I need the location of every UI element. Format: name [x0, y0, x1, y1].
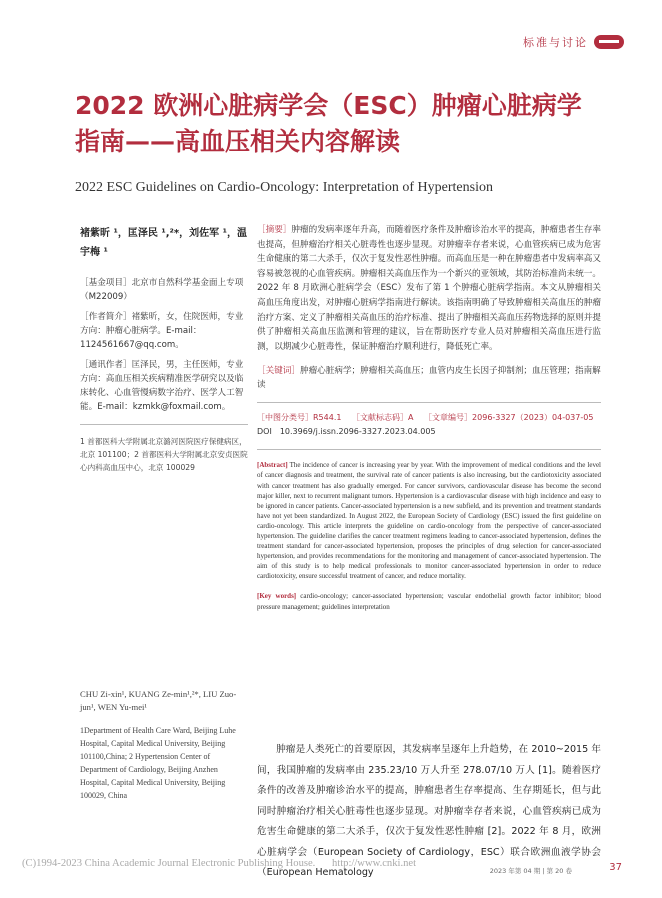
- affiliations-english: 1Department of Health Care Ward, Beijing Luhe Hospital, Capital Medical University, Beijing 101100,China; 2 Hypertension Center of Department of Cardiology, Beijing Anzhen Hospital, Capital Medical University, Beijing 100029, China: [80, 726, 236, 800]
- keywords-text: 肿瘤心脏病学；肿瘤相关高血压；血管内皮生长因子抑制剂；血压管理；指南解读: [257, 366, 601, 391]
- abstract-chinese: [257, 223, 601, 354]
- body-paragraph: 肿瘤是人类死亡的首要原因，其发病率呈逐年上升趋势，在 2010~2015 年间，我国肿瘤的发病率由 235.23/10 万人升至 278.07/10 万人 [1]。随着医疗条件的改善及肿瘤诊治水平的提高，肿瘤患者生存率提高、生存期延长，但与此同时肿瘤治疗相关心脏毒性也逐步显现。对肿瘤幸存者来说，心血管疾病已成为危害生命健康的第二大杀手，仅次于复发性恶性肿瘤 [2]。2022 年 8 月，欧洲心脏病学会（European Society of Cardiology，ESC）联合欧洲血液学协会（European Hematology: [257, 744, 601, 878]
- divider: [257, 402, 601, 403]
- abstract-column: [257, 223, 601, 612]
- corresponding-author-info: ［通讯作者］匡泽民，男，主任医师，专业方向：高血压相关疾病精准医学研究以及临床转化、心血管慢病数字治疗、医学人工智能。E-mail：kzmkk@foxmail.com。: [80, 360, 244, 412]
- page-number: 37: [609, 862, 622, 873]
- author-meta: [80, 276, 248, 414]
- journal-logo-icon: [594, 35, 624, 49]
- keywords-english: [257, 591, 601, 611]
- fund-info: ［基金项目］北京市自然科学基金面上专项（M22009）: [80, 278, 244, 302]
- affiliations-chinese: 1 首都医科大学附属北京潞河医院医疗保健病区，北京 101100；2 首都医科大学附属北京安贞医院心内科高血压中心，北京 100029: [80, 437, 248, 472]
- abstract-english: [257, 460, 601, 581]
- left-column: [80, 224, 248, 474]
- left-column-english: [80, 688, 248, 802]
- document-code: ［文献标志码］A: [352, 413, 414, 423]
- keywords-chinese: [257, 364, 601, 392]
- abstract-en-label: [Abstract]: [257, 461, 288, 470]
- title-english: 2022 ESC Guidelines on Cardio-Oncology: Interpretation of Hypertension: [75, 180, 493, 195]
- issue-info: 2023 年第 04 期 | 第 20 卷: [489, 867, 572, 875]
- keywords-label: ［关键词］: [257, 366, 300, 377]
- authors-chinese: 褚紫昕 ¹，匡泽民 ¹,²*，刘佐军 ¹，温宇梅 ¹: [80, 228, 247, 258]
- authors-english: CHU Zi-xin¹, KUANG Ze-min¹,²*, LIU Zuo-jun¹, WEN Yu-mei¹: [80, 689, 237, 712]
- footer-url[interactable]: http://www.cnki.net: [332, 858, 417, 869]
- article-id: ［文章编号］2096-3327（2023）04-037-05: [424, 413, 594, 423]
- abstract-text: 肿瘤的发病率逐年升高，而随着医疗条件及肿瘤诊治水平的提高，肿瘤患者生存率也提高，但肿瘤治疗相关心脏毒性也逐步显现。对肿瘤幸存者来说，心血管疾病已成为危害生命健康的第二大杀手，仅次于复发性恶性肿瘤。而高血压是一种在肿瘤患者中发病率高又容易被忽视的心血管疾病。肿瘤相关高血压作为一个新兴的亚领域，其防治标准尚未统一。2022 年 8 月欧洲心脏病学会（ESC）发布了第 1 个肿瘤心脏病学指南。本文从肿瘤相关高血压角度出发，对肿瘤心脏病学指南进行解读。该指南明确了导致肿瘤相关高血压的肿瘤治疗方案、定义了肿瘤相关高血压的治疗标准、提出了肿瘤相关高血压药物选择的原则并提供了肿瘤相关高血压监测和管理的建议，旨在帮助医疗专业人员对肿瘤相关高血压进行监测，以期减少心脏毒性，保证肿瘤治疗顺利进行，降低死亡率。: [257, 225, 601, 352]
- first-author-info: ［作者简介］褚紫昕，女，住院医师，专业方向：肿瘤心脏病学。E-mail：1124561667@qq.com。: [80, 312, 244, 350]
- keywords-en-text: cardio-oncology; cancer-associated hypertension; vascular endothelial growth factor inhibitor; blood pressure management; guidelines interpretation: [257, 592, 601, 611]
- section-header: [523, 34, 624, 50]
- divider: [257, 449, 601, 450]
- clc-number: ［中图分类号］R544.1: [257, 413, 342, 423]
- abstract-label: ［摘要］: [257, 225, 292, 235]
- copyright-text: (C)1994-2023 China Academic Journal Electronic Publishing House.: [22, 858, 316, 869]
- doi: DOI 10.3969/j.issn.2096-3327.2023.04.005: [257, 427, 436, 437]
- title-chinese: 2022 欧洲心脏病学会（ESC）肿瘤心脏病学指南——高血压相关内容解读: [75, 91, 582, 156]
- divider: [80, 424, 248, 425]
- abstract-en-text: The incidence of cancer is increasing year by year. With the improvement of medical conditions and the level of cancer diagnosis and treatment, the survival rate of cancer patients is also increasing, but the cardiotoxicity associated with cancer treatment has also gradually emerged. For cancer survivors, cardiovascular disease has become the second major killer, next to recurrent malignant tumors. Hypertension is a cardiovascular disease with high incidence and easy to be ignored in cancer patients. Cancer-associated hypertension is a new subfield, and its prevention and treatment standards have not yet been standardized. In August 2022, the European Society of Cardiology (ESC) issued the first guideline on cardio-oncology. This article interprets the guideline on cardio-oncology from the perspective of cancer-associated hypertension. The guideline clarifies the cancer treatment regimens leading to cancer-associated hypertension, defines the treatment standard for cancer-associated hypertension, proposes the principles of drug selection for cancer-associated hypertension, and provides recommendations for the monitoring and management of cancer-associated hypertension. The aim of this study is to help medical professionals to monitor cancer-associated hypertension in order to reduce cardiotoxicity, ensure successful treatment of cancer, and reduce mortality.: [257, 461, 601, 581]
- keywords-en-label: [Key words]: [257, 592, 297, 601]
- section-label: 标准与讨论: [523, 36, 588, 49]
- classification-info: [257, 411, 601, 439]
